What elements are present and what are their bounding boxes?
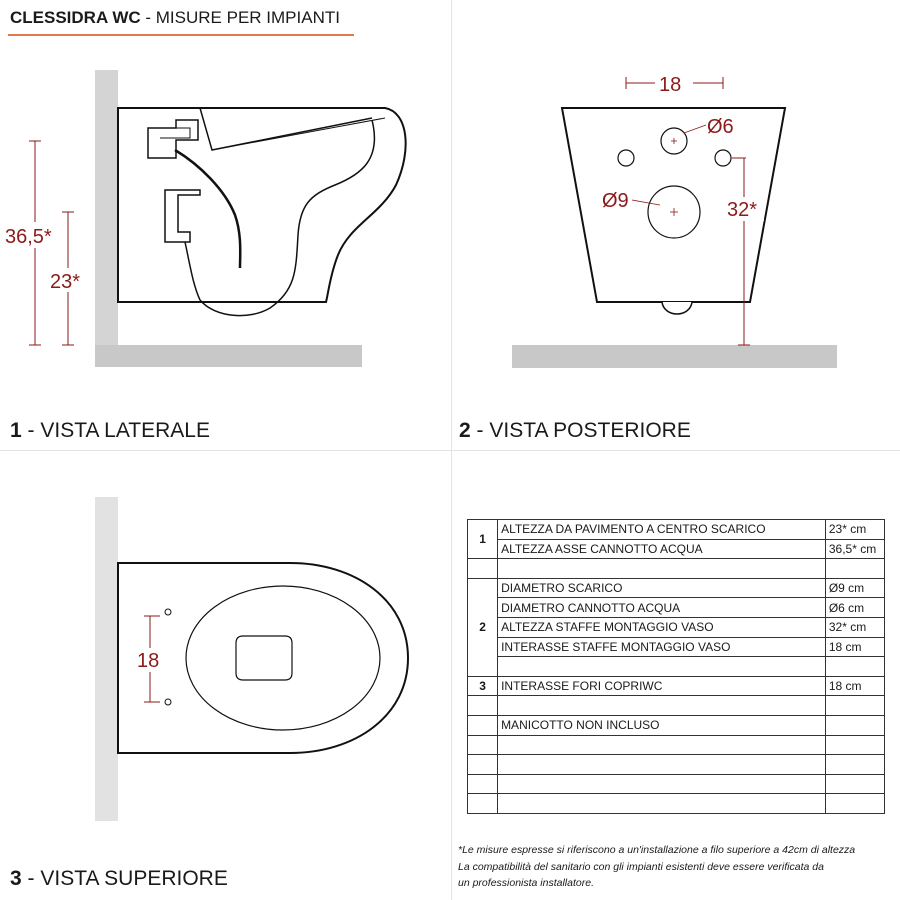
- spec-description: DIAMETRO CANNOTTO ACQUA: [498, 598, 826, 618]
- table-row-empty: [468, 735, 885, 755]
- spec-description: ALTEZZA ASSE CANNOTTO ACQUA: [498, 539, 826, 559]
- spec-value: 32* cm: [825, 617, 884, 637]
- table-row: [468, 539, 885, 559]
- table-row-empty: [468, 755, 885, 775]
- view-label-top: 3 - VISTA SUPERIORE: [10, 867, 228, 890]
- spec-value: [825, 715, 884, 735]
- view-label-side: 1 - VISTA LATERALE: [10, 419, 210, 442]
- table-row: [468, 715, 885, 735]
- table-row: [468, 617, 885, 637]
- table-row: [468, 598, 885, 618]
- footnote-line: un professionista installatore.: [458, 877, 594, 889]
- footnote-line: *Le misure espresse si riferiscono a un'installazione a filo superiore a 42cm di altezza: [458, 844, 856, 856]
- footnote: [458, 842, 898, 892]
- section-number: [468, 735, 498, 755]
- table-row-empty: [468, 794, 885, 814]
- table-row: [468, 520, 885, 540]
- spec-value: 18 cm: [825, 676, 884, 696]
- table-row-empty: [468, 696, 885, 716]
- side-floor: [95, 345, 362, 367]
- section-number: 2: [468, 578, 498, 676]
- spec-description: DIAMETRO SCARICO: [498, 578, 826, 598]
- section-number: [468, 559, 498, 579]
- specs-table: [467, 519, 885, 814]
- spec-description: [498, 735, 826, 755]
- rear-brackets-height-label: 32*: [727, 199, 758, 221]
- spec-value: [825, 755, 884, 775]
- spec-value: Ø9 cm: [825, 578, 884, 598]
- spec-value: [825, 774, 884, 794]
- spec-value: 36,5* cm: [825, 539, 884, 559]
- side-view-drawing: [4, 70, 406, 367]
- top-drain-opening: [236, 636, 292, 680]
- product-name: CLESSIDRA WC: [10, 8, 141, 27]
- section-number: [468, 774, 498, 794]
- spec-description: [498, 696, 826, 716]
- table-row: [468, 578, 885, 598]
- top-seat-hole-lower: [165, 699, 171, 705]
- section-number: [468, 696, 498, 716]
- spec-description: [498, 774, 826, 794]
- spec-value: [825, 696, 884, 716]
- spec-description: [498, 559, 826, 579]
- side-wall: [95, 70, 118, 345]
- side-total-height-label: 36,5*: [5, 226, 52, 248]
- table-row-empty: [468, 774, 885, 794]
- top-spacing-label: 18: [137, 650, 160, 672]
- table-row-empty: [468, 657, 885, 677]
- spec-description: [498, 794, 826, 814]
- table-row-empty: [468, 559, 885, 579]
- spec-description: ALTEZZA DA PAVIMENTO A CENTRO SCARICO: [498, 520, 826, 540]
- spec-value: [825, 657, 884, 677]
- table-row: [468, 676, 885, 696]
- spec-description: MANICOTTO NON INCLUSO: [498, 715, 826, 735]
- spec-description: [498, 755, 826, 775]
- spec-description: [498, 657, 826, 677]
- spec-value: [825, 794, 884, 814]
- page-subtitle: - MISURE PER IMPIANTI: [145, 8, 340, 27]
- spec-value: 18 cm: [825, 637, 884, 657]
- rear-bracket-hole-left: [618, 150, 634, 166]
- rear-view-drawing: [512, 72, 837, 368]
- rear-spacing-label: 18: [659, 74, 682, 96]
- top-seat-hole-upper: [165, 609, 171, 615]
- section-number: 1: [468, 520, 498, 559]
- rear-inlet-diameter-label: Ø6: [707, 116, 734, 138]
- view-label-rear: 2 - VISTA POSTERIORE: [459, 419, 691, 442]
- spec-description: ALTEZZA STAFFE MONTAGGIO VASO: [498, 617, 826, 637]
- footnote-line: La compatibilità del sanitario con gli impianti esistenti deve essere verificata da: [458, 860, 824, 873]
- spec-description: INTERASSE STAFFE MONTAGGIO VASO: [498, 637, 826, 657]
- rear-drain-diameter-label: Ø9: [602, 190, 629, 212]
- spec-value: 23* cm: [825, 520, 884, 540]
- spec-description: INTERASSE FORI COPRIWC: [498, 676, 826, 696]
- table-row: [468, 637, 885, 657]
- side-drain-height-label: 23*: [50, 271, 81, 293]
- section-number: [468, 715, 498, 735]
- section-number: [468, 794, 498, 814]
- top-wall: [95, 497, 118, 821]
- spec-value: [825, 735, 884, 755]
- rear-floor: [512, 345, 837, 368]
- top-view-drawing: [95, 497, 408, 821]
- section-number: [468, 755, 498, 775]
- spec-value: [825, 559, 884, 579]
- section-number: 3: [468, 676, 498, 696]
- rear-bracket-hole-right: [715, 150, 731, 166]
- spec-value: Ø6 cm: [825, 598, 884, 618]
